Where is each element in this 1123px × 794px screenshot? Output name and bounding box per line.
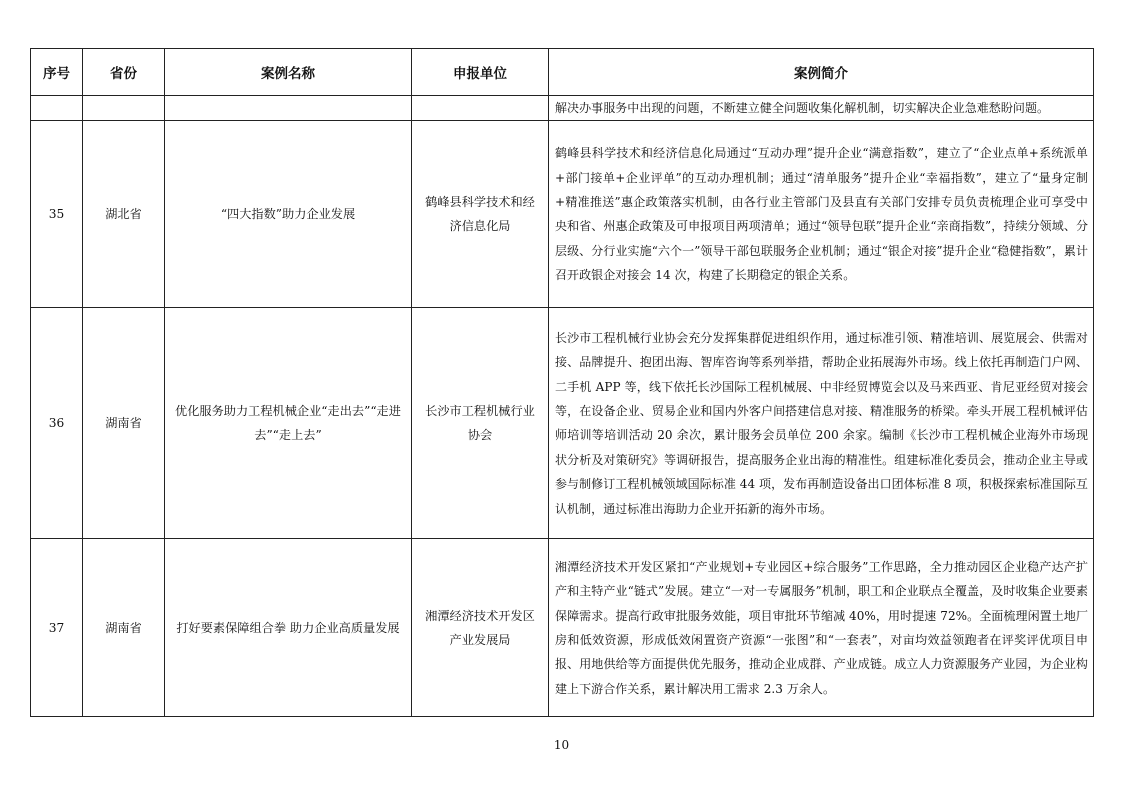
cell-case-name: 打好要素保障组合拳 助力企业高质量发展: [165, 539, 412, 717]
cell-case-name: [165, 96, 412, 121]
header-province: 省份: [83, 49, 165, 96]
cell-case-summary: 长沙市工程机械行业协会充分发挥集群促进组织作用，通过标准引领、精准培训、展览展会、供需对接、品牌提升、抱团出海、智库咨询等系列举措，帮助企业拓展海外市场。线上依托再制造门户网、二手机 APP 等，线下依托长沙国际工程机械展、中非经贸博览会以及马来西亚、肯尼亚经贸对接会等，在设备企业、贸易企业和国内外客户间搭建信息对接、精准服务的桥梁。牵头开展工程机械评估师培训等培训活动 20 余次，累计服务会员单位 200 余家。编制《长沙市工程机械企业海外市场现状分析及对策研究》等调研报告，提高服务企业出海的精准性。组建标准化委员会，推动企业主导或参与制修订工程机械领域国际标准 44 项，发布再制造设备出口团体标准 8 项，积极探索标准国际互认机制，通过标准出海助力企业开拓新的海外市场。: [549, 308, 1094, 539]
cell-reporting-unit: 湘潭经济技术开发区产业发展局: [412, 539, 549, 717]
header-reporting-unit: 申报单位: [412, 49, 549, 96]
cell-province: 湖北省: [83, 121, 165, 308]
table-row: [31, 96, 1094, 121]
cell-case-summary: 湘潭经济技术开发区紧扣“产业规划+专业园区+综合服务”工作思路，全力推动园区企业稳产达产扩产和主特产业“链式”发展。建立“一对一专属服务”机制，职工和企业联点全覆盖，及时收集企业要素保障需求。提高行政审批服务效能，项目审批环节缩减 40%，用时提速 72%。全面梳理闲置土地厂房和低效资源，形成低效闲置资产资源“一张图”和“一套表”，对亩均效益领跑者在评奖评优项目申报、用地供给等方面提供优先服务，推动企业成群、产业成链。成立人力资源服务产业园，为企业构建上下游合作关系，累计解决用工需求 2.3 万余人。: [549, 539, 1094, 717]
page-number: 10: [553, 738, 570, 752]
cell-case-summary: 鹤峰县科学技术和经济信息化局通过“互动办理”提升企业“满意指数”，建立了“企业点单+系统派单+部门接单+企业评单”的互动办理机制；通过“清单服务”提升企业“幸福指数”，建立了“量身定制+精准推送”惠企政策落实机制，由各行业主管部门及县直有关部门安排专员负责梳理企业可享受中央和省、州惠企政策及可申报项目两项清单；通过“领导包联”提升企业“亲商指数”，持续分领域、分层级、分行业实施“六个一”领导干部包联服务企业机制；通过“银企对接”提升企业“稳健指数”，累计召开政银企对接会 14 次，构建了长期稳定的银企关系。: [549, 121, 1094, 308]
table-row: [31, 539, 1094, 717]
header-case-name: 案例名称: [165, 49, 412, 96]
header-serial-number: 序号: [31, 49, 83, 96]
cell-serial-number: [31, 96, 83, 121]
header-case-summary: 案例简介: [549, 49, 1094, 96]
cell-case-summary: 解决办事服务中出现的问题，不断建立健全问题收集化解机制，切实解决企业急难愁盼问题。: [549, 96, 1094, 121]
cell-serial-number: 35: [31, 121, 83, 308]
cell-province: [83, 96, 165, 121]
table-header-row: [31, 49, 1094, 96]
cell-case-name: 优化服务助力工程机械企业“走出去”“走进去”“走上去”: [165, 308, 412, 539]
cell-province: 湖南省: [83, 539, 165, 717]
case-table: [30, 48, 1094, 717]
table-row: [31, 121, 1094, 308]
table-row: [31, 308, 1094, 539]
cell-serial-number: 37: [31, 539, 83, 717]
cell-province: 湖南省: [83, 308, 165, 539]
cell-reporting-unit: 鹤峰县科学技术和经济信息化局: [412, 121, 549, 308]
cell-reporting-unit: [412, 96, 549, 121]
cell-case-name: “四大指数”助力企业发展: [165, 121, 412, 308]
cell-reporting-unit: 长沙市工程机械行业协会: [412, 308, 549, 539]
cell-serial-number: 36: [31, 308, 83, 539]
